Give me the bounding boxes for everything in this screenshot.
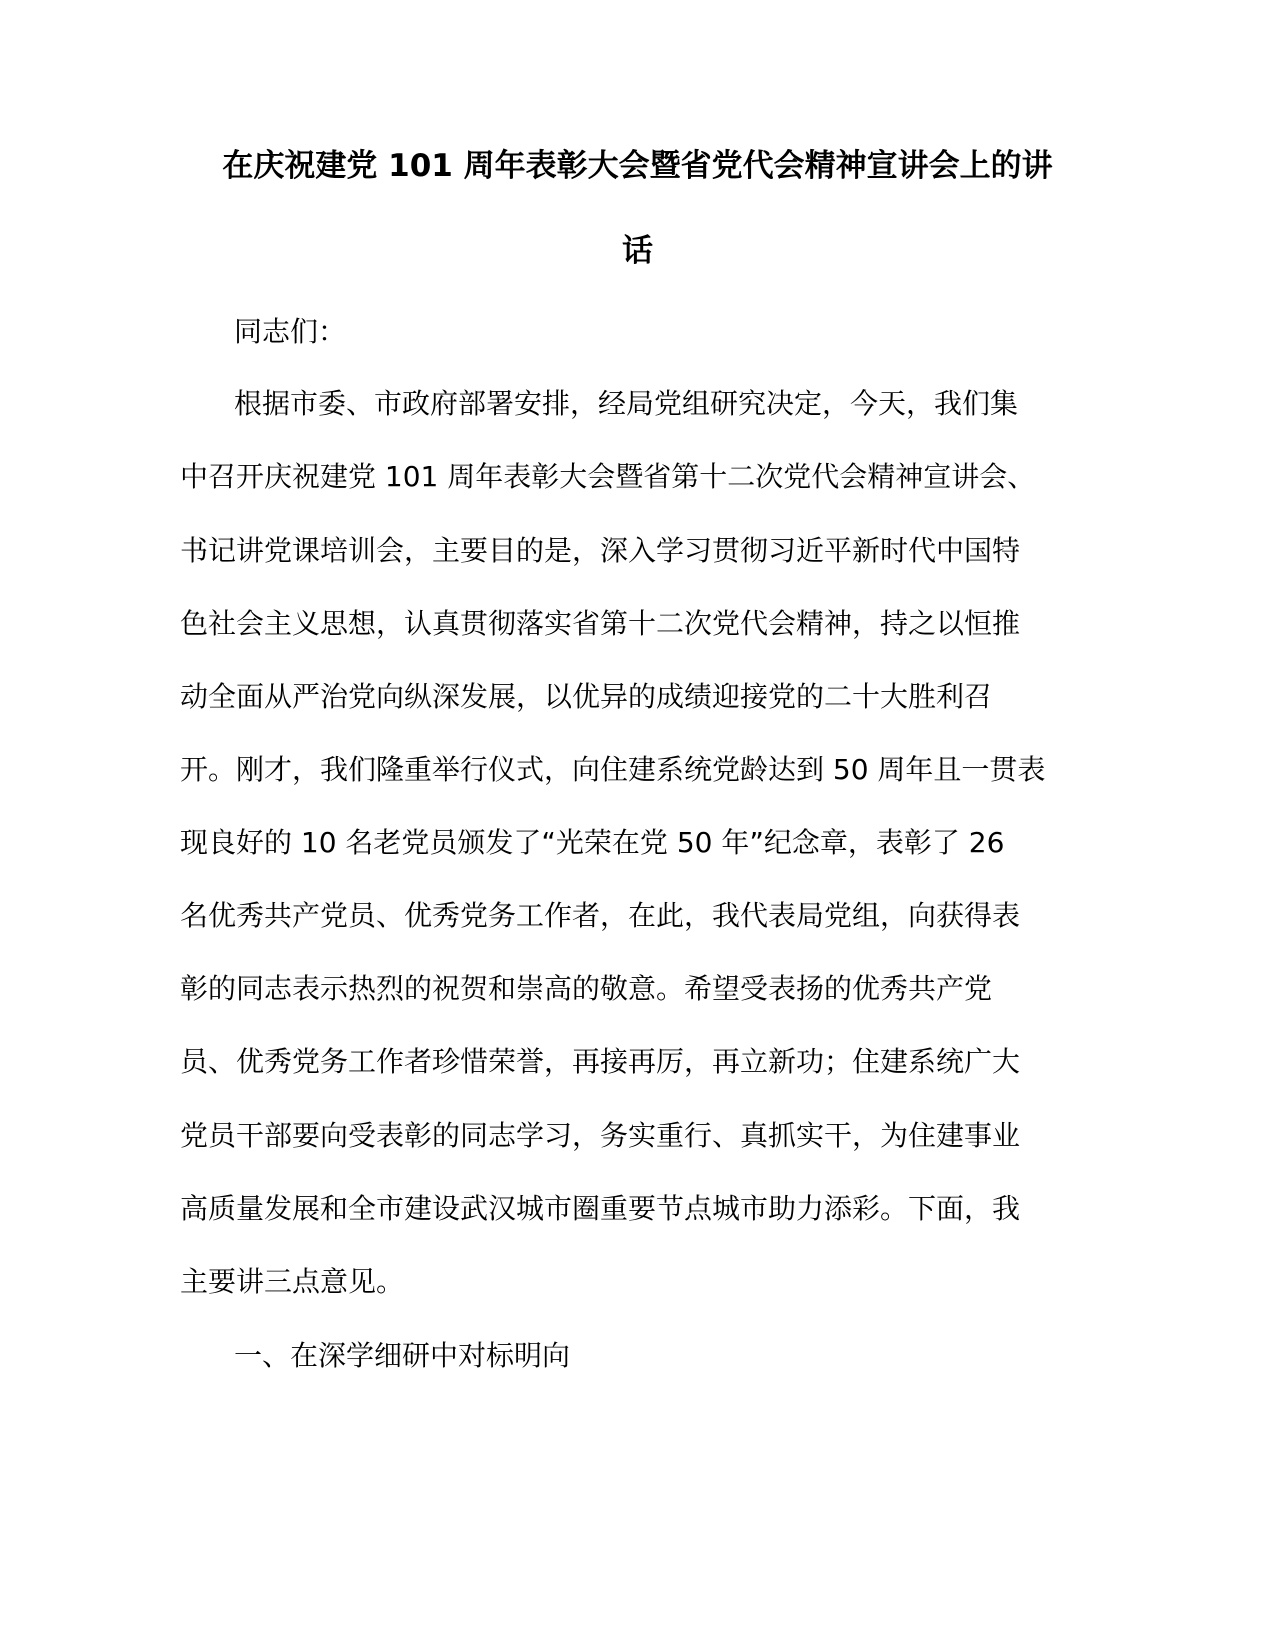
paragraph-line: 开。刚才，我们隆重举行仪式，向住建系统党龄达到 50 周年且一贯表 <box>180 753 1046 786</box>
paragraph-line: 现良好的 10 名老党员颁发了“光荣在党 50 年”纪念章，表彰了 26 <box>180 826 1005 859</box>
paragraph-line: 书记讲党课培训会，主要目的是，深入学习贯彻习近平新时代中国特 <box>180 534 1021 567</box>
document-title-line-1: 在庆祝建党 101 周年表彰大会暨省党代会精神宣讲会上的讲 <box>222 148 1053 184</box>
paragraph-line: 中召开庆祝建党 101 周年表彰大会暨省第十二次党代会精神宣讲会、 <box>180 460 1036 493</box>
paragraph-line: 员、优秀党务工作者珍惜荣誉，再接再厉，再立新功；住建系统广大 <box>180 1045 1021 1078</box>
paragraph-line: 色社会主义思想，认真贯彻落实省第十二次党代会精神，持之以恒推 <box>180 607 1021 640</box>
section-heading: 一、在深学细研中对标明向 <box>234 1339 571 1372</box>
paragraph-line: 根据市委、市政府部署安排，经局党组研究决定，今天，我们集 <box>234 387 1019 420</box>
salutation: 同志们： <box>234 315 347 348</box>
paragraph-line: 主要讲三点意见。 <box>180 1265 405 1298</box>
paragraph-line: 高质量发展和全市建设武汉城市圈重要节点城市助力添彩。下面，我 <box>180 1192 1021 1225</box>
paragraph-line: 党员干部要向受表彰的同志学习，务实重行、真抓实干，为住建事业 <box>180 1119 1021 1152</box>
paragraph-line: 名优秀共产党员、优秀党务工作者，在此，我代表局党组，向获得表 <box>180 899 1021 932</box>
paragraph-line: 动全面从严治党向纵深发展，以优异的成绩迎接党的二十大胜利召 <box>180 680 993 713</box>
document-title-line-2: 话 <box>622 233 653 269</box>
paragraph-line: 彰的同志表示热烈的祝贺和崇高的敬意。希望受表扬的优秀共产党 <box>180 972 993 1005</box>
